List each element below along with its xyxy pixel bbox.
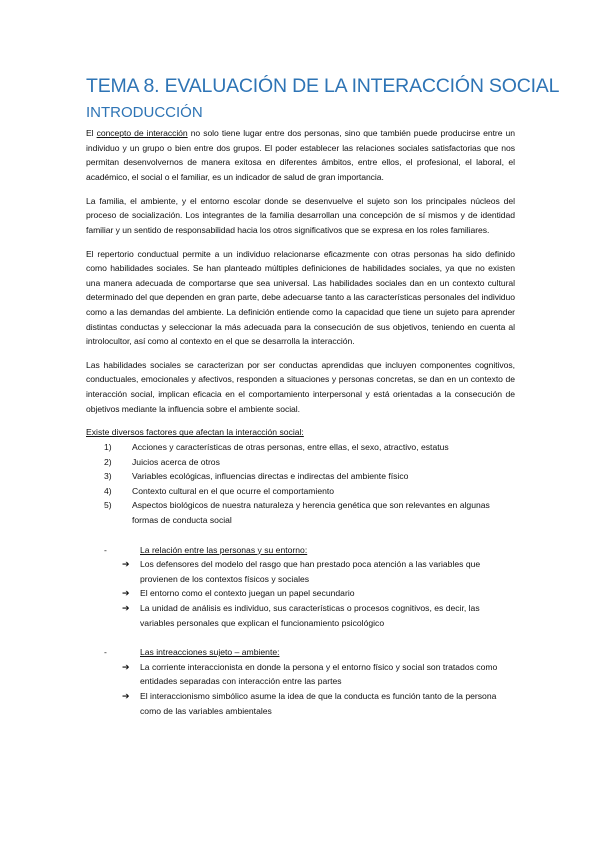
factors-heading: Existe diversos factores que afectan la interacción social:: [86, 427, 304, 438]
arrow-right-icon: ➔: [122, 602, 130, 613]
list-number: 2): [104, 456, 112, 467]
section-label: La relación entre las personas y su entorno:: [140, 544, 308, 555]
list-text: El interaccionismo simbólico asume la idea de que la conducta es función tanto de la persona como de las variables ambientales: [140, 690, 497, 716]
list-item: [122, 601, 515, 630]
list-item: [86, 455, 515, 470]
list-text: Aspectos biológicos de nuestra naturaleza y herencia genética que son relevantes en algunas formas de conducta social: [132, 500, 490, 525]
list-item: [86, 469, 515, 484]
arrow-right-icon: ➔: [122, 559, 130, 570]
paragraph-1-pre: El: [86, 128, 97, 138]
section-label: Las intreacciones sujeto – ambiente:: [140, 647, 280, 658]
paragraph-1: [86, 126, 515, 184]
section-relacion-entorno: [86, 543, 515, 631]
list-item: [86, 484, 515, 499]
paragraph-3: El repertorio conductual permite a un individuo relacionarse eficazmente con otras personas ha sido definido como habilidades sociales. Se han planteado múltiples definiciones de habilidades sociales, ya que no existen una manera adecuada de comportarse que sea universal. Las habilidades sociales dan en un contexto cultural determinado del que dependen en gran parte, debe adecuarse tanto a las características personales del individuo como a las demandas del ambiente. La definición entiende como la capacidad que tiene un sujeto para aprender distintas conductas y seleccionar la más adecuada para la consecución de sus objetivos, teniendo en cuenta al introlocultor, así como al contexto en el que se desarrolla la interacción.: [86, 248, 515, 347]
list-number: 3): [104, 471, 112, 482]
list-text: Variables ecológicas, influencias directas e indirectas del ambiente físico: [132, 471, 409, 482]
section-interacciones-sujeto-ambiente: [86, 645, 515, 718]
list-text: El entorno como el contexto juegan un papel secundario: [140, 588, 355, 599]
list-text: La unidad de análisis es individuo, sus características o procesos cognitivos, es decir, las variables personales que explican el funcionamiento psicológico: [140, 602, 480, 628]
section-heading: [86, 543, 515, 558]
list-text: Los defensores del modelo del rasgo que han prestado poca atención a las variables que provienen de los contextos físicos y sociales: [140, 559, 481, 584]
factors-list: [86, 440, 515, 528]
paragraph-4: Las habilidades sociales se caracterizan por ser conductas aprendidas que incluyen componentes cognitivos, conductuales, emocionales y afectivos, responden a situaciones y personas concretas, se dan en un contexto de interacción social, implican eficacia en el comportamiento interpersonal y está orientadas a la consecución de objetivos mediante la influencia sobre el ambiente social.: [86, 359, 515, 414]
arrow-right-icon: ➔: [122, 661, 130, 672]
list-item: [122, 660, 515, 689]
page-title: TEMA 8. EVALUACIÓN DE LA INTERACCIÓN SOCIAL: [86, 75, 560, 97]
arrow-right-icon: ➔: [122, 690, 130, 701]
concepto-interaccion-term: concepto de interacción: [96, 128, 188, 138]
list-number: 5): [104, 500, 112, 511]
arrow-list: [86, 557, 515, 630]
list-number: 1): [104, 442, 112, 453]
list-number: 4): [104, 485, 112, 496]
list-text: Contexto cultural en el que ocurre el comportamiento: [132, 485, 335, 496]
dash-bullet: -: [104, 647, 107, 658]
section-heading: [86, 645, 515, 660]
paragraph-1-post: no solo tiene lugar entre dos personas, sino que también puede producirse entre un individuo y un grupo o bien entre dos grupos. El poder establecer las relaciones sociales satisfactorias que nos permitan desenvolvernos de manera exitosa en diferentes ámbitos, entre ellos, el profesional, el laboral, el académico, el social o el familiar, es un indicador de salud de gran importancia.: [86, 128, 515, 182]
list-text: Acciones y características de otras personas, entre ellas, el sexo, atractivo, estatus: [132, 442, 449, 453]
paragraph-2: La familia, el ambiente, y el entorno escolar donde se desenvuelve el sujeto son los principales núcleos del proceso de socialización. Los integrantes de la familia desarrollan una concepción de sí mismos y de identidad familiar y un sentido de responsabilidad hacia los otros significativos que se expresa en los roles familiares.: [86, 195, 515, 235]
list-item: [122, 689, 515, 718]
arrow-list: [86, 660, 515, 718]
list-text: La corriente interaccionista en donde la persona y el entorno físico y social son tratados como entidades separadas con interacción entre las partes: [140, 661, 498, 687]
dash-bullet: -: [104, 544, 107, 555]
list-item: [122, 557, 515, 586]
section-subtitle: INTRODUCCIÓN: [86, 104, 203, 121]
list-item: [122, 586, 515, 601]
list-text: Juicios acerca de otros: [132, 456, 220, 467]
list-item: [86, 440, 515, 455]
list-item: [86, 498, 515, 527]
arrow-right-icon: ➔: [122, 588, 130, 599]
